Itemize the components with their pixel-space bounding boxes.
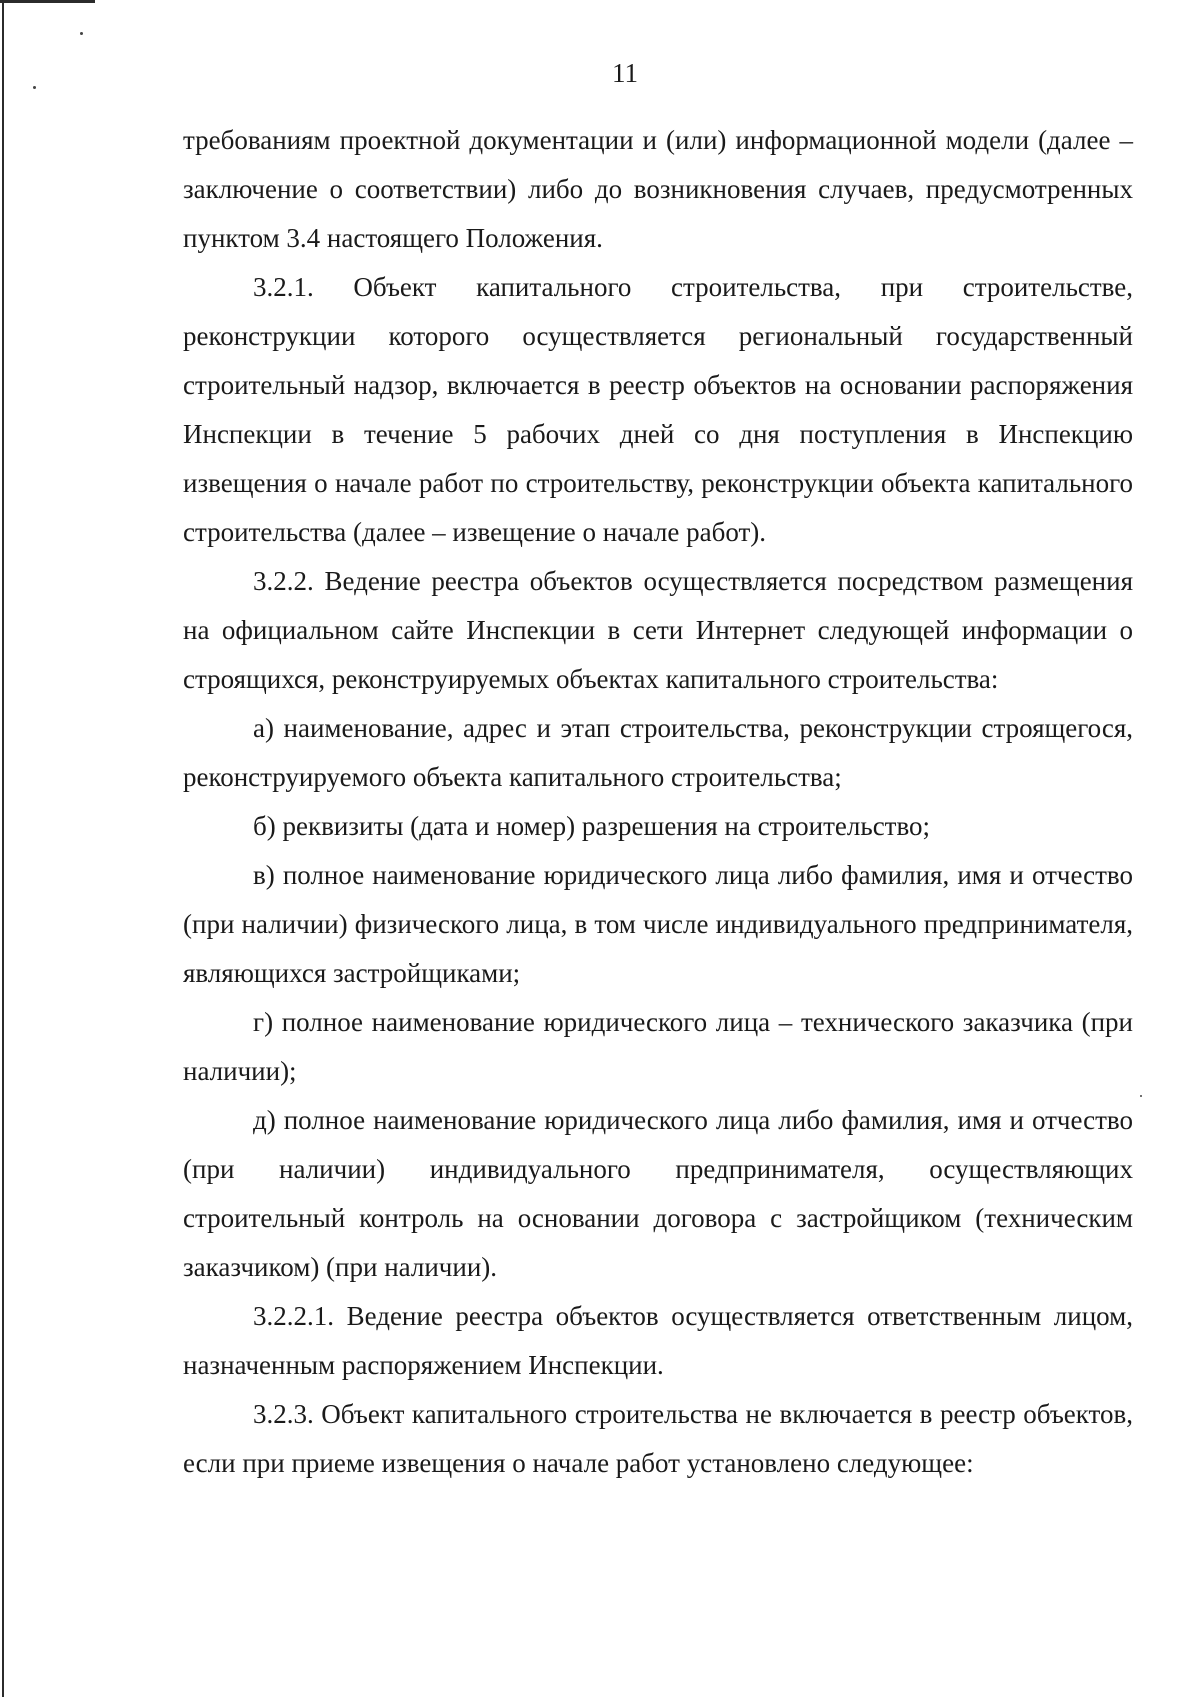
paragraph-3-2-3: 3.2.3. Объект капитального строительства не включается в реестр объектов, если при приеме извещения о начале работ установлено следующее: xyxy=(183,1399,1133,1478)
list-item-d: д) полное наименование юридического лица либо фамилия, имя и отчество (при наличии) индивидуального предпринимателя, осуществляющих строительный контроль на основании договора с застройщиком (техническим заказчиком) (при наличии). xyxy=(183,1105,1133,1282)
paragraph-3-2-2: 3.2.2. Ведение реестра объектов осуществляется посредством размещения на официальном сайте Инспекции в сети Интернет следующей информации о строящихся, реконструируемых объектах капитального строительства: xyxy=(183,566,1133,694)
paragraph-3-2-2-1: 3.2.2.1. Ведение реестра объектов осуществляется ответственным лицом, назначенным распоряжением Инспекции. xyxy=(183,1301,1133,1380)
list-item-g: г) полное наименование юридического лица – технического заказчика (при наличии); xyxy=(183,1007,1133,1086)
list-item-v: в) полное наименование юридического лица либо фамилия, имя и отчество (при наличии) физического лица, в том числе индивидуального предпринимателя, являющихся застройщиками; xyxy=(183,860,1133,988)
page-number: 11 xyxy=(612,58,638,88)
list-item-b: б) реквизиты (дата и номер) разрешения на строительство; xyxy=(253,811,931,841)
scan-left-edge xyxy=(2,0,4,1697)
paragraph-continuation: требованиям проектной документации и (или) информационной модели (далее – заключение о соответствии) либо до возникновения случаев, предусмотренных пунктом 3.4 настоящего Положения. xyxy=(183,125,1133,253)
document-body xyxy=(183,116,1133,1488)
scan-speck xyxy=(1140,1095,1142,1097)
scan-speck xyxy=(80,32,83,35)
list-item-a: а) наименование, адрес и этап строительства, реконструкции строящегося, реконструируемого объекта капитального строительства; xyxy=(183,713,1133,792)
scan-top-edge xyxy=(0,0,95,3)
paragraph-3-2-1: 3.2.1. Объект капитального строительства, при строительстве, реконструкции которого осуществляется региональный государственный строительный надзор, включается в реестр объектов на основании распоряжения Инспекции в течение 5 рабочих дней со дня поступления в Инспекцию извещения о начале работ по строительству, реконструкции объекта капитального строительства (далее – извещение о начале работ). xyxy=(183,272,1133,547)
